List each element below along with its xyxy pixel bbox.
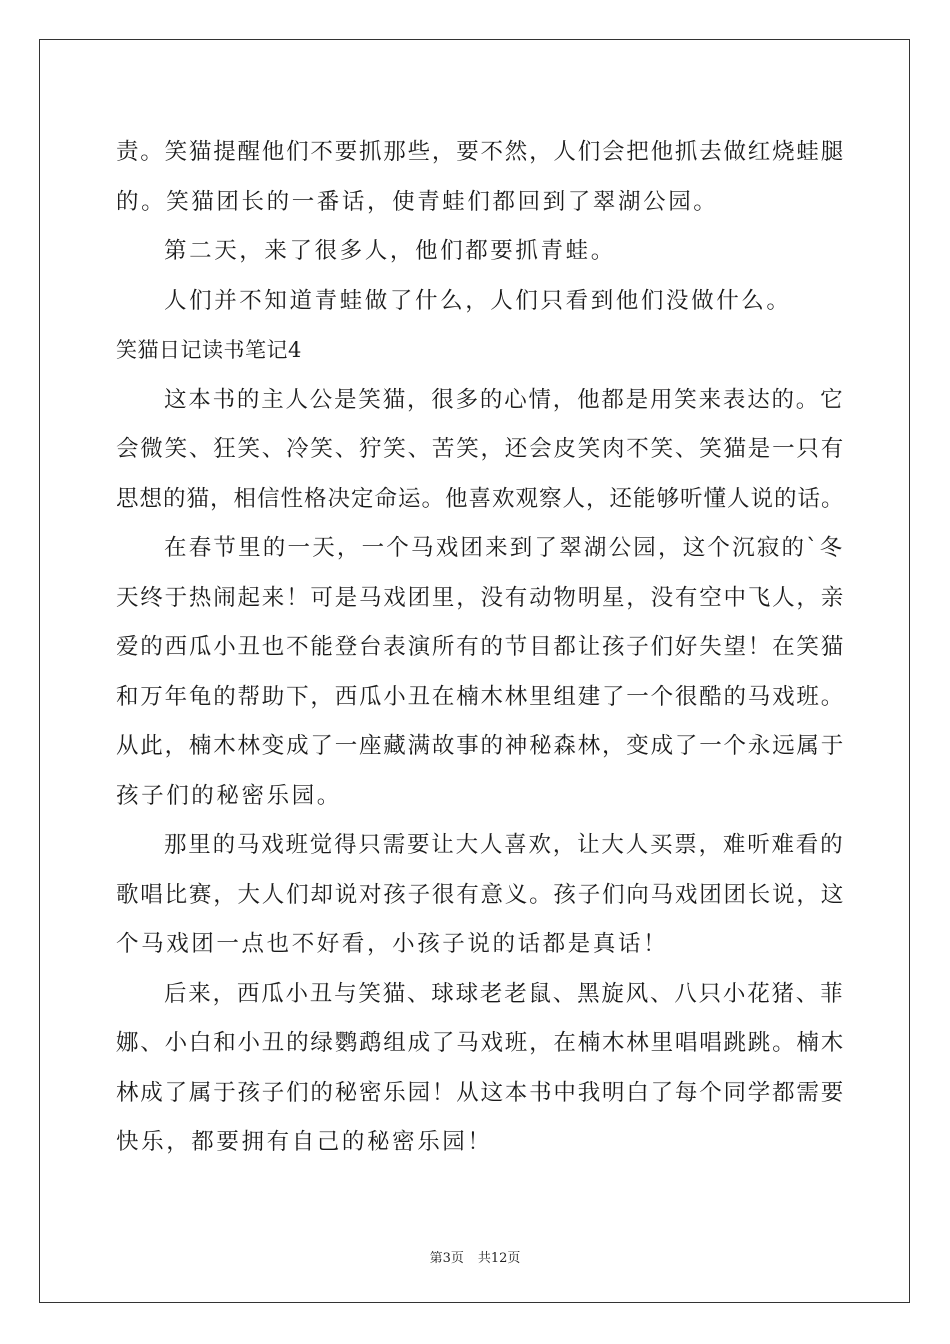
text-line: 的。笑猫团长的一番话，使青蛙们都回到了翠湖公园。 [116, 188, 719, 215]
section-heading: 笑猫日记读书笔记4 [116, 338, 302, 362]
paragraph-line: 那里的马戏班觉得只需要让大人喜欢，让大人买票，难听难看的 [164, 832, 845, 858]
page-footer [0, 1247, 950, 1266]
text-line: 和万年龟的帮助下，西瓜小丑在楠木林里组建了一个很酷的马戏班。 [116, 683, 846, 710]
text-line: 娜、小白和小丑的绿鹦鹉组成了马戏班，在楠木林里唱唱跳跳。楠木 [116, 1030, 846, 1056]
paragraph-line: 第二天，来了很多人，他们都要抓青蛙。 [164, 238, 616, 264]
paragraph-line: 后来，西瓜小丑与笑猫、球球老老鼠、黑旋风、八只小花猪、菲 [164, 980, 845, 1007]
page-number-total: 共12页 [477, 1251, 521, 1266]
paragraph-line: 在春节里的一天，一个马戏团来到了翠湖公园，这个沉寂的`冬 [164, 535, 845, 561]
text-line: 个马戏团一点也不好看，小孩子说的话都是真话！ [116, 931, 669, 957]
text-line: 孩子们的秘密乐园。 [116, 782, 342, 809]
text-line: 林成了属于孩子们的秘密乐园！从这本书中我明白了每个同学都需要 [116, 1079, 846, 1106]
text-line: 思想的猫，相信性格决定命运。他喜欢观察人，还能够听懂人说的话。 [116, 485, 845, 512]
text-line: 歌唱比赛，大人们却说对孩子很有意义。孩子们向马戏团团长说，这 [116, 881, 846, 908]
page-number-current: 第3页 [429, 1251, 464, 1266]
paragraph-line: 人们并不知道青蛙做了什么，人们只看到他们没做什么。 [164, 287, 792, 314]
text-line: 爱的西瓜小丑也不能登台表演所有的节目都让孩子们好失望！在笑猫 [116, 634, 846, 660]
document-body [116, 128, 846, 1168]
text-line: 快乐，都要拥有自己的秘密乐园！ [116, 1129, 493, 1155]
paragraph-line: 这本书的主人公是笑猫，很多的心情，他都是用笑来表达的。它 [164, 386, 845, 413]
text-line: 从此，楠木林变成了一座藏满故事的神秘森林，变成了一个永远属于 [116, 733, 846, 759]
text-line: 天终于热闹起来！可是马戏团里，没有动物明星，没有空中飞人，亲 [116, 584, 846, 611]
text-line: 责。笑猫提醒他们不要抓那些，要不然，人们会把他抓去做红烧蛙腿 [116, 139, 846, 165]
text-line: 会微笑、狂笑、冷笑、狞笑、苦笑，还会皮笑肉不笑、笑猫是一只有 [116, 436, 846, 462]
